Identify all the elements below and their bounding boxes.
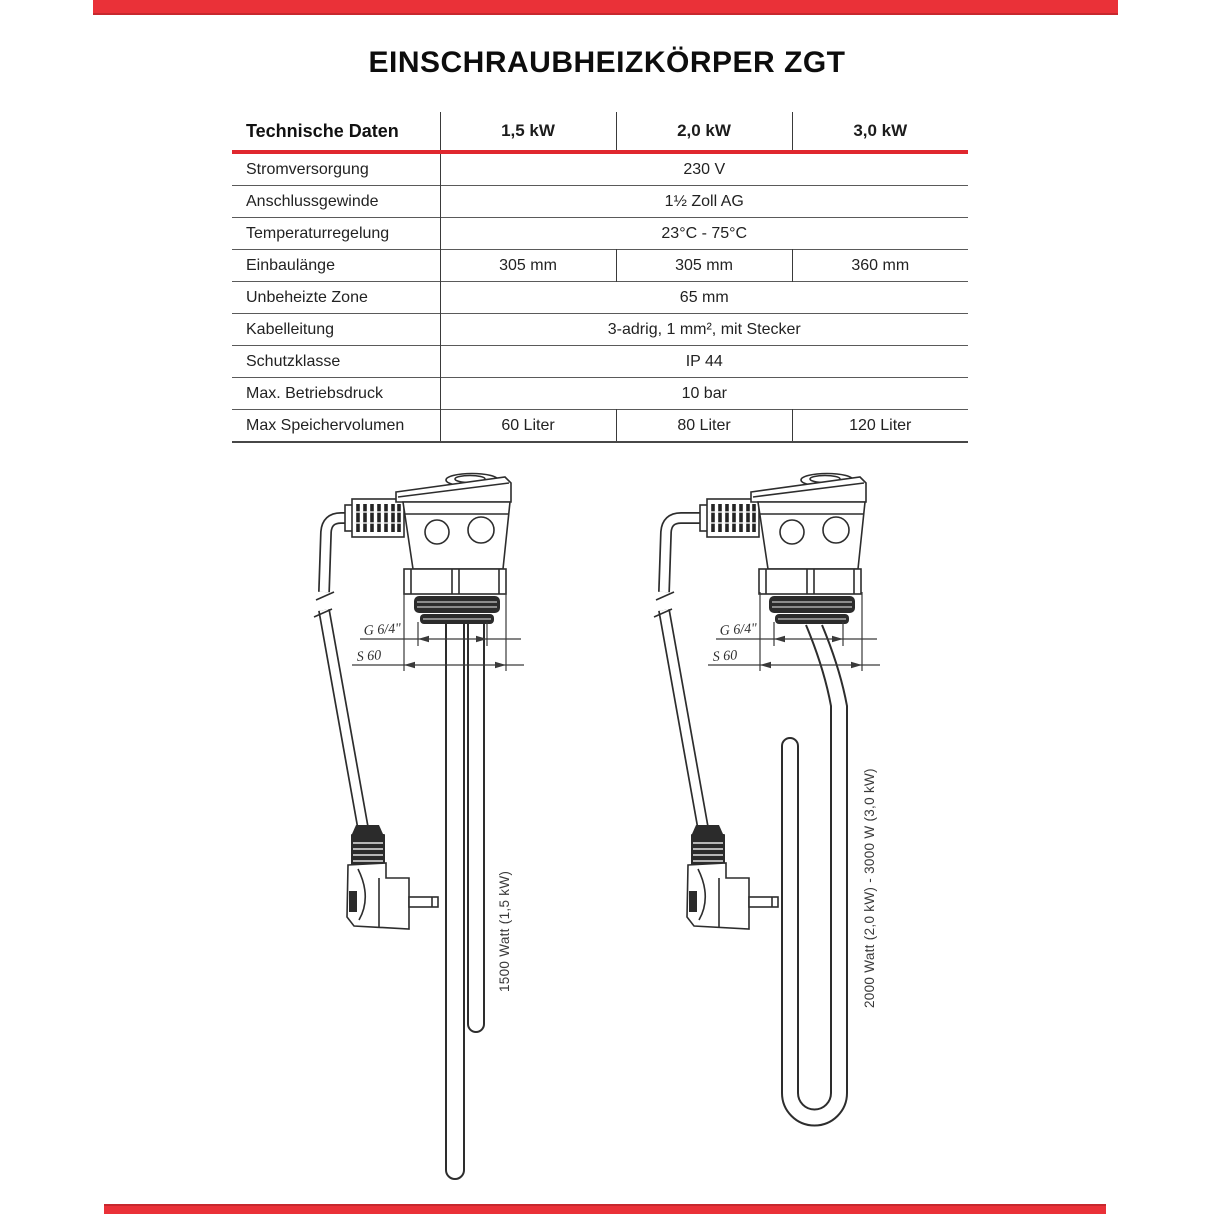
row-label: Max Speichervolumen <box>232 410 440 443</box>
power-cable-lower-core <box>324 610 363 828</box>
row-value: 80 Liter <box>616 410 792 443</box>
table-row <box>232 282 968 314</box>
hairpin-top-cap <box>782 738 798 746</box>
table-header-kw-3: 3,0 kW <box>792 112 968 152</box>
drawing-heater-2-3kw <box>654 474 880 1126</box>
thread-extension-lines <box>418 622 487 646</box>
row-label: Anschlussgewinde <box>232 186 440 218</box>
row-value: 305 mm <box>616 250 792 282</box>
row-value: 120 Liter <box>792 410 968 443</box>
technical-drawings <box>0 448 1214 1208</box>
table-row <box>232 250 968 282</box>
row-label: Max. Betriebsdruck <box>232 378 440 410</box>
row-value: 1½ Zoll AG <box>664 192 744 210</box>
table-row <box>232 186 968 218</box>
dim-arrow <box>476 636 487 642</box>
hairpin-right-leg-outer <box>822 625 847 1093</box>
table-row <box>232 410 968 443</box>
row-value: 60 Liter <box>501 416 555 434</box>
heating-tube-short <box>468 624 484 1032</box>
dim-arrow <box>495 662 506 668</box>
dim-arrow <box>404 662 415 668</box>
row-label: Unbeheizte Zone <box>232 282 440 314</box>
row-value: 65 mm <box>679 288 729 306</box>
head-body <box>403 502 510 569</box>
row-value: 360 mm <box>792 250 968 282</box>
table-row <box>232 378 968 410</box>
table-header-row <box>232 112 968 152</box>
thermostat-head <box>345 474 511 625</box>
thread-size-label: G 6/4" <box>363 621 402 639</box>
hairpin-bend-inner <box>798 1093 831 1110</box>
drawing-heater-1-5kw <box>314 474 524 1180</box>
row-value: IP 44 <box>685 352 723 370</box>
cable-break-mark <box>316 592 334 600</box>
row-label: Einbaulänge <box>232 250 440 282</box>
table-row <box>232 314 968 346</box>
strain-relief-taper <box>352 825 383 834</box>
thermostat-head <box>700 474 866 625</box>
specs-table <box>232 112 968 443</box>
table-row <box>232 152 968 186</box>
gland-ribs <box>358 504 399 532</box>
table-row <box>232 346 968 378</box>
heating-tube-long <box>446 624 464 1179</box>
plug-pin <box>409 897 438 907</box>
page-title: EINSCHRAUBHEIZKÖRPER ZGT <box>368 46 846 79</box>
row-label: Schutzklasse <box>232 346 440 378</box>
row-value: 23°C - 75°C <box>661 224 748 242</box>
heating-element-straight <box>446 624 484 1179</box>
dim-arrow <box>418 636 429 642</box>
row-value: 10 bar <box>681 384 727 402</box>
bottom-red-bar <box>104 1204 1106 1214</box>
table-header-kw-2: 2,0 kW <box>616 112 792 152</box>
heating-element-hairpin <box>782 625 847 1126</box>
hairpin-right-leg-inner <box>806 625 831 1093</box>
row-value: 3-adrig, 1 mm², mit Stecker <box>607 320 801 338</box>
plug-slot <box>349 891 357 912</box>
thread-collar <box>414 596 500 613</box>
hex-nut <box>404 569 506 594</box>
row-value: 230 V <box>683 160 726 178</box>
top-red-bar <box>93 0 1118 15</box>
row-label: Kabelleitung <box>232 314 440 346</box>
row-value: 305 mm <box>499 256 557 274</box>
row-label: Stromversorgung <box>232 152 440 186</box>
row-label: Temperaturregelung <box>232 218 440 250</box>
table-row <box>232 218 968 250</box>
wrench-size-label: S 60 <box>356 648 382 665</box>
table-header-kw-1: 1,5 kW <box>440 112 616 152</box>
table-header-label: Technische Daten <box>246 120 399 141</box>
power-rating-label-right: 2000 Watt (2,0 kW) - 3000 W (3,0 kW) <box>862 768 877 1008</box>
power-rating-label-left: 1500 Watt (1,5 kW) <box>497 870 512 992</box>
